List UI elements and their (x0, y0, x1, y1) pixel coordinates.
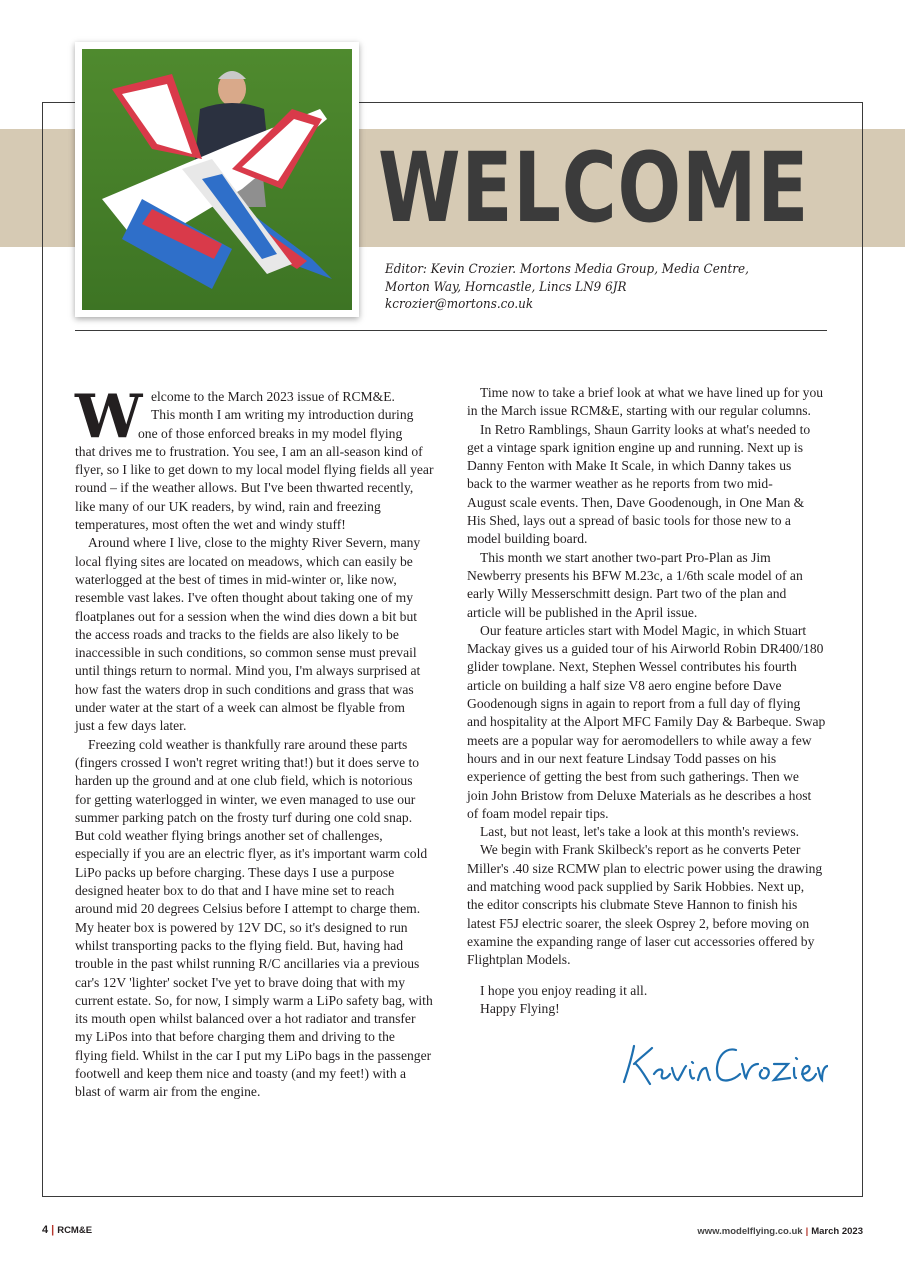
text-line: flying field. Whilst in the car I put my LiPo bags in the passenger (75, 1047, 432, 1063)
text-line: examine the expanding range of laser cut accessories offered by (467, 933, 815, 949)
text-line: Last, but not least, let's take a look at this month's reviews. (480, 824, 800, 840)
footer-separator: | (51, 1224, 55, 1236)
text-line: article on building a half size V8 aero engine before Dave (467, 677, 782, 693)
text-line: glider towplane. Next, Stephen Wessel contributes his fourth (467, 659, 797, 675)
text-line: blast of warm air from the engine. (75, 1084, 261, 1100)
footer-page-info (42, 1224, 92, 1236)
text-line: especially if you are an electric flyer, as it's important warm cold (75, 846, 428, 862)
text-line: like many of our UK readers, by wind, rain and freezing (75, 498, 381, 514)
text-line: In Retro Ramblings, Shaun Garrity looks at what's needed to (480, 421, 811, 437)
text-line: in the March issue RCM&E, starting with our regular columns. (467, 403, 811, 419)
text-line: LiPo packs up before charging. These days I use a purpose (75, 864, 395, 880)
text-line: article will be published in the April issue. (467, 604, 698, 620)
text-line: Goodenough signs in again to report from a full day of flying (467, 696, 801, 712)
text-line: the editor conscripts his clubmate Steve Hannon to finish his (467, 897, 798, 913)
text-line: round – if the weather allows. But I've been thwarted recently, (75, 480, 414, 496)
text-line: This month we start another two-part Pro-Plan as Jim (480, 549, 771, 565)
text-line: its mouth open whilst balanced over a hot radiator and transfer (75, 1011, 416, 1027)
text-line: His Shed, lays out a spread of basic tools for those new to a (467, 513, 791, 529)
text-line: floatplanes out for a session when the wind dies down a bit but (75, 608, 418, 624)
text-line: just a few days later. (75, 718, 187, 734)
text-line: Around where I live, close to the mighty River Severn, many (88, 535, 421, 551)
magazine-name: RCM&E (57, 1225, 93, 1236)
text-line: Miller's .40 size RCMW plan to electric power using the drawing (467, 860, 823, 876)
text-line: August scale events. Then, Dave Goodenough, in One Man & (467, 494, 805, 510)
text-line: one of those enforced breaks in my model flying (138, 425, 403, 441)
text-line: elcome to the March 2023 issue of RCM&E. (151, 389, 395, 404)
text-line: trouble in the past whilst running R/C ancillaries via a previous (75, 956, 420, 972)
text-line: of foam model repair tips. (467, 805, 609, 821)
dropcap: W (75, 382, 143, 452)
text-line: Newberry presents his BFW M.23c, a 1/6th scale model of an (467, 567, 803, 583)
editor-signature (618, 1034, 828, 1092)
text-line: whilst transporting packs to the flying field. But, having had (75, 937, 404, 953)
text-line: temperatures, most often the wet and windy stuff! (75, 517, 346, 533)
text-line: inaccessible in such conditions, so common sense must prevail (75, 645, 417, 661)
editor-contact (385, 261, 749, 314)
text-line: until things return to normal. Mind you, I'm always surprised at (75, 663, 421, 679)
text-line: Mackay gives us a guided tour of his Airworld Robin DR400/180 (467, 641, 824, 657)
text-line: around mid 20 degrees Celsius before I attempt to charge them. (75, 901, 421, 917)
text-line: Our feature articles start with Model Magic, in which Stuart (480, 622, 807, 638)
editor-photo (75, 42, 359, 317)
text-line: get a vintage spark ignition engine up and running. Next up is (467, 439, 804, 455)
text-line: join John Bristow from Deluxe Materials as he describes a host (467, 787, 812, 803)
text-line: Time now to take a brief look at what we have lined up for you (480, 385, 824, 400)
text-line: Danny Fenton with Make It Scale, in which Danny takes us (467, 458, 792, 474)
text-line: This month I am writing my introduction during (151, 407, 414, 423)
text-line: I hope you enjoy reading it all. (480, 982, 648, 998)
text-line: flyer, so I like to get down to my local model flying fields all year (75, 462, 434, 478)
text-line: model building board. (467, 531, 588, 547)
text-line: But cold weather flying brings another set of challenges, (75, 828, 383, 844)
text-line: that drives me to frustration. You see, I am an all-season kind of (75, 443, 423, 459)
text-line: hours and in our next feature Lindsay Todd passes on his (467, 750, 777, 766)
text-line: designed heater box to do that and I have mine set to reach (75, 883, 395, 899)
text-line: the access roads and tracks to the fields are also likely to be (75, 626, 399, 642)
text-line: and matching wood pack supplied by Sarik Hobbies. Next up, (467, 879, 805, 895)
text-line: current estate. So, for now, I simply warm a LiPo safety bag, with (75, 992, 433, 1008)
text-line: car's 12V 'lighter' socket I've yet to brave doing that with my (75, 974, 406, 990)
text-line: harden up the ground and at one club field, which is notorious (75, 773, 413, 789)
text-line: how fast the waters drop in such conditions and grass that was (75, 681, 414, 697)
text-line: Flightplan Models. (467, 952, 571, 968)
website-link[interactable]: www.modelflying.co.uk (697, 1226, 803, 1237)
page-title: WELCOME (378, 132, 810, 244)
footer-separator: | (805, 1226, 809, 1237)
text-line: resemble vast lakes. I've often thought about taking one of my (75, 590, 414, 606)
paragraph-gap (467, 970, 829, 982)
text-line: experience of getting the best from such gatherings. Then we (467, 769, 799, 785)
text-line: footwell and keep them nice and toasty (and my feet!) with a (75, 1065, 407, 1081)
text-line: my LiPos into that before charging them and driving to the (75, 1029, 395, 1045)
article-column-right (467, 384, 829, 1018)
text-line: We begin with Frank Skilbeck's report as he converts Peter (480, 842, 801, 858)
issue-date: March 2023 (811, 1226, 863, 1237)
text-line: Happy Flying! (480, 1000, 560, 1016)
text-line: Freezing cold weather is thankfully rare around these parts (88, 736, 408, 752)
text-line: back to the warmer weather as he reports from two mid- (467, 476, 773, 492)
text-line: latest F5J electric soarer, the sleek Osprey 2, before moving on (467, 915, 810, 931)
text-line: summer parking patch on the frosty turf during one cold snap. (75, 809, 413, 825)
text-line: for getting waterlogged in winter, we even managed to use our (75, 791, 416, 807)
editor-with-jet-model-image (82, 49, 352, 310)
text-line: (fingers crossed I won't regret writing that!) but it does serve to (75, 754, 420, 770)
editor-address-line: Morton Way, Horncastle, Lincs LN9 6JR (385, 279, 627, 295)
editor-line: Editor: Kevin Crozier. Mortons Media Group, Media Centre, (385, 262, 749, 277)
text-line: under water at the start of a week can almost be flyable from (75, 700, 405, 716)
editor-email[interactable]: kcrozier@mortons.co.uk (385, 297, 534, 312)
header-divider (75, 330, 827, 331)
text-line: and hospitality at the Alport MFC Family Day & Barbeque. Swap (467, 714, 826, 730)
text-line: early Willy Messerschmitt design. Part two of the plan and (467, 586, 787, 602)
text-line: meets are a popular way for aeromodellers to while away a few (467, 732, 812, 748)
text-line: My heater box is powered by 12V DC, so it's designed to run (75, 919, 408, 935)
text-line: local flying sites are located on meadows, which can easily be (75, 553, 413, 569)
footer-issue-info (697, 1226, 863, 1237)
page-number: 4 (42, 1224, 49, 1236)
article-column-left (75, 382, 435, 1102)
text-line: waterlogged at the best of times in mid-winter or, like now, (75, 571, 397, 587)
